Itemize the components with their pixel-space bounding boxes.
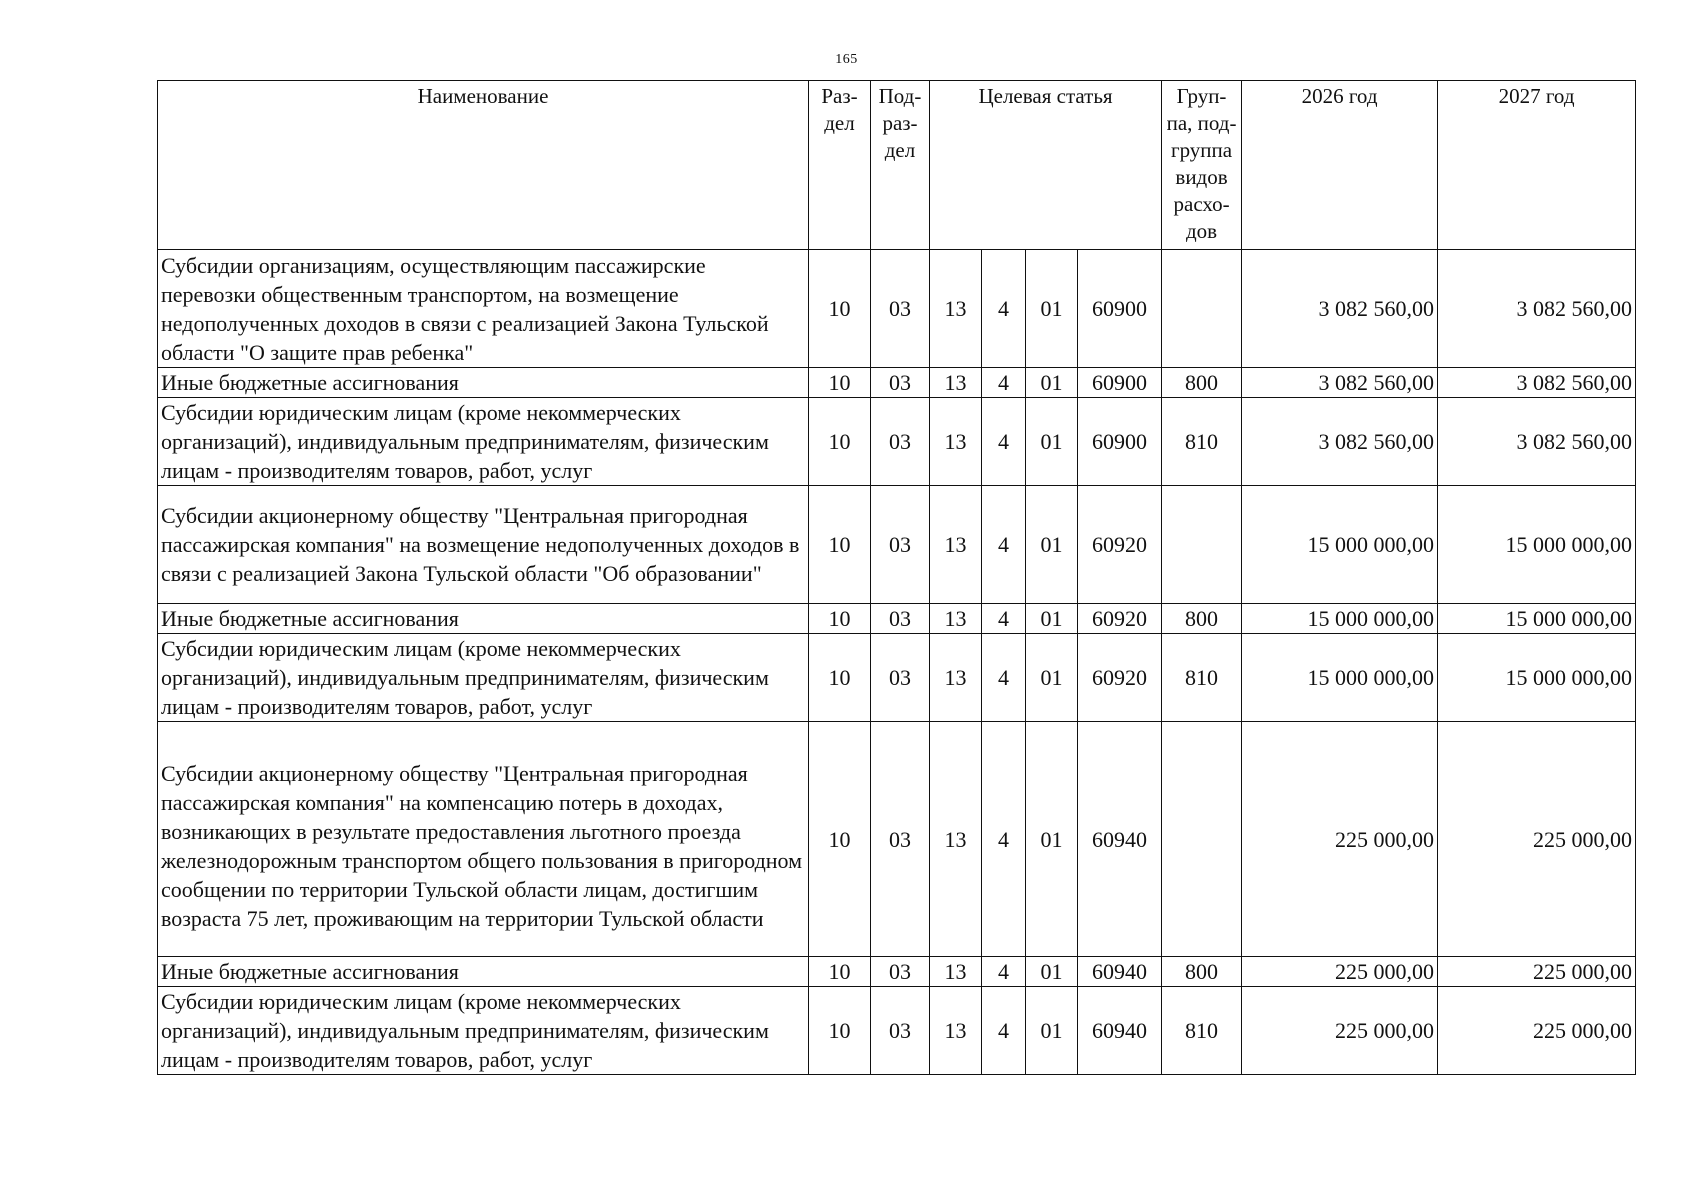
row-target-type: 4 <box>982 604 1026 634</box>
row-amount-2027: 3 082 560,00 <box>1438 398 1636 486</box>
row-section: 10 <box>809 987 871 1075</box>
table-row <box>158 398 1636 486</box>
table-row <box>158 486 1636 604</box>
row-target-direction: 60900 <box>1078 368 1162 398</box>
row-subsection: 03 <box>871 987 930 1075</box>
row-expense-group: 810 <box>1162 398 1242 486</box>
row-target-structure: 01 <box>1026 634 1078 722</box>
row-name: Иные бюджетные ассигнования <box>158 368 809 398</box>
row-amount-2026: 225 000,00 <box>1242 987 1438 1075</box>
row-amount-2026: 225 000,00 <box>1242 722 1438 957</box>
row-amount-2026: 15 000 000,00 <box>1242 486 1438 604</box>
row-amount-2027: 15 000 000,00 <box>1438 634 1636 722</box>
row-amount-2027: 225 000,00 <box>1438 957 1636 987</box>
row-name: Субсидии юридическим лицам (кроме некоммерческих организаций), индивидуальным предпринимателям, физическим лицам - производителям товаров, работ, услуг <box>158 634 809 722</box>
row-target-type: 4 <box>982 250 1026 368</box>
table-row <box>158 957 1636 987</box>
row-name: Субсидии акционерному обществу "Центральная пригородная пассажирская компания" на компенсацию потерь в доходах, возникающих в результате предоставления льготного проезда железнодорожным транспортом общего пользования в пригородном сообщении по территории Тульской области лицам, достигшим возраста 75 лет, проживающим на территории Тульской области <box>158 722 809 957</box>
header-subsection: Под- раз- дел <box>871 81 930 250</box>
row-expense-group: 800 <box>1162 604 1242 634</box>
row-target-direction: 60920 <box>1078 604 1162 634</box>
row-section: 10 <box>809 368 871 398</box>
table-row <box>158 368 1636 398</box>
row-target-direction: 60920 <box>1078 634 1162 722</box>
row-section: 10 <box>809 604 871 634</box>
row-subsection: 03 <box>871 486 930 604</box>
row-target-type: 4 <box>982 486 1026 604</box>
table-header-row <box>158 81 1636 250</box>
row-amount-2027: 3 082 560,00 <box>1438 368 1636 398</box>
row-expense-group: 800 <box>1162 368 1242 398</box>
row-target-direction: 60900 <box>1078 398 1162 486</box>
table-row <box>158 987 1636 1075</box>
row-target-type: 4 <box>982 398 1026 486</box>
row-section: 10 <box>809 634 871 722</box>
row-amount-2027: 15 000 000,00 <box>1438 604 1636 634</box>
row-subsection: 03 <box>871 398 930 486</box>
row-target-structure: 01 <box>1026 722 1078 957</box>
row-target-structure: 01 <box>1026 604 1078 634</box>
row-target-program: 13 <box>930 957 982 987</box>
row-amount-2026: 225 000,00 <box>1242 957 1438 987</box>
row-target-type: 4 <box>982 957 1026 987</box>
header-target-article: Целевая статья <box>930 81 1162 250</box>
row-amount-2027: 225 000,00 <box>1438 722 1636 957</box>
row-target-program: 13 <box>930 634 982 722</box>
row-expense-group <box>1162 486 1242 604</box>
table-row <box>158 604 1636 634</box>
row-section: 10 <box>809 250 871 368</box>
row-expense-group <box>1162 250 1242 368</box>
row-subsection: 03 <box>871 250 930 368</box>
row-subsection: 03 <box>871 368 930 398</box>
row-section: 10 <box>809 398 871 486</box>
row-target-structure: 01 <box>1026 957 1078 987</box>
row-target-direction: 60940 <box>1078 722 1162 957</box>
row-target-direction: 60900 <box>1078 250 1162 368</box>
row-target-structure: 01 <box>1026 486 1078 604</box>
row-target-structure: 01 <box>1026 250 1078 368</box>
table-row <box>158 250 1636 368</box>
row-name: Субсидии акционерному обществу "Центральная пригородная пассажирская компания" на возмещение недополученных доходов в связи с реализацией Закона Тульской области "Об образовании" <box>158 486 809 604</box>
row-subsection: 03 <box>871 604 930 634</box>
row-name: Субсидии организациям, осуществляющим пассажирские перевозки общественным транспортом, на возмещение недополученных доходов в связи с реализацией Закона Тульской области "О защите прав ребенка" <box>158 250 809 368</box>
row-target-direction: 60920 <box>1078 486 1162 604</box>
row-target-program: 13 <box>930 604 982 634</box>
row-name: Иные бюджетные ассигнования <box>158 604 809 634</box>
row-target-type: 4 <box>982 634 1026 722</box>
row-subsection: 03 <box>871 722 930 957</box>
row-subsection: 03 <box>871 634 930 722</box>
header-year-2027: 2027 год <box>1438 81 1636 250</box>
row-target-structure: 01 <box>1026 987 1078 1075</box>
row-target-program: 13 <box>930 722 982 957</box>
row-section: 10 <box>809 722 871 957</box>
row-subsection: 03 <box>871 957 930 987</box>
table-row <box>158 634 1636 722</box>
row-target-direction: 60940 <box>1078 957 1162 987</box>
row-amount-2026: 3 082 560,00 <box>1242 368 1438 398</box>
page-number: 165 <box>835 52 858 67</box>
header-section: Раз- дел <box>809 81 871 250</box>
row-expense-group: 800 <box>1162 957 1242 987</box>
row-amount-2027: 3 082 560,00 <box>1438 250 1636 368</box>
row-target-type: 4 <box>982 368 1026 398</box>
row-target-direction: 60940 <box>1078 987 1162 1075</box>
header-expense-group: Груп- па, под- группа видов расхо- дов <box>1162 81 1242 250</box>
row-amount-2026: 15 000 000,00 <box>1242 634 1438 722</box>
row-amount-2027: 15 000 000,00 <box>1438 486 1636 604</box>
row-expense-group: 810 <box>1162 634 1242 722</box>
row-expense-group: 810 <box>1162 987 1242 1075</box>
row-target-type: 4 <box>982 987 1026 1075</box>
budget-table <box>157 80 1636 1075</box>
row-expense-group <box>1162 722 1242 957</box>
row-amount-2026: 3 082 560,00 <box>1242 398 1438 486</box>
header-name: Наименование <box>158 81 809 250</box>
row-amount-2027: 225 000,00 <box>1438 987 1636 1075</box>
header-year-2026: 2026 год <box>1242 81 1438 250</box>
row-section: 10 <box>809 957 871 987</box>
row-target-program: 13 <box>930 368 982 398</box>
row-name: Субсидии юридическим лицам (кроме некоммерческих организаций), индивидуальным предпринимателям, физическим лицам - производителям товаров, работ, услуг <box>158 987 809 1075</box>
row-target-program: 13 <box>930 250 982 368</box>
row-name: Иные бюджетные ассигнования <box>158 957 809 987</box>
row-target-structure: 01 <box>1026 368 1078 398</box>
row-section: 10 <box>809 486 871 604</box>
row-target-program: 13 <box>930 987 982 1075</box>
row-amount-2026: 3 082 560,00 <box>1242 250 1438 368</box>
row-target-structure: 01 <box>1026 398 1078 486</box>
row-target-type: 4 <box>982 722 1026 957</box>
row-target-program: 13 <box>930 486 982 604</box>
row-target-program: 13 <box>930 398 982 486</box>
row-amount-2026: 15 000 000,00 <box>1242 604 1438 634</box>
table-row <box>158 722 1636 957</box>
row-name: Субсидии юридическим лицам (кроме некоммерческих организаций), индивидуальным предпринимателям, физическим лицам - производителям товаров, работ, услуг <box>158 398 809 486</box>
